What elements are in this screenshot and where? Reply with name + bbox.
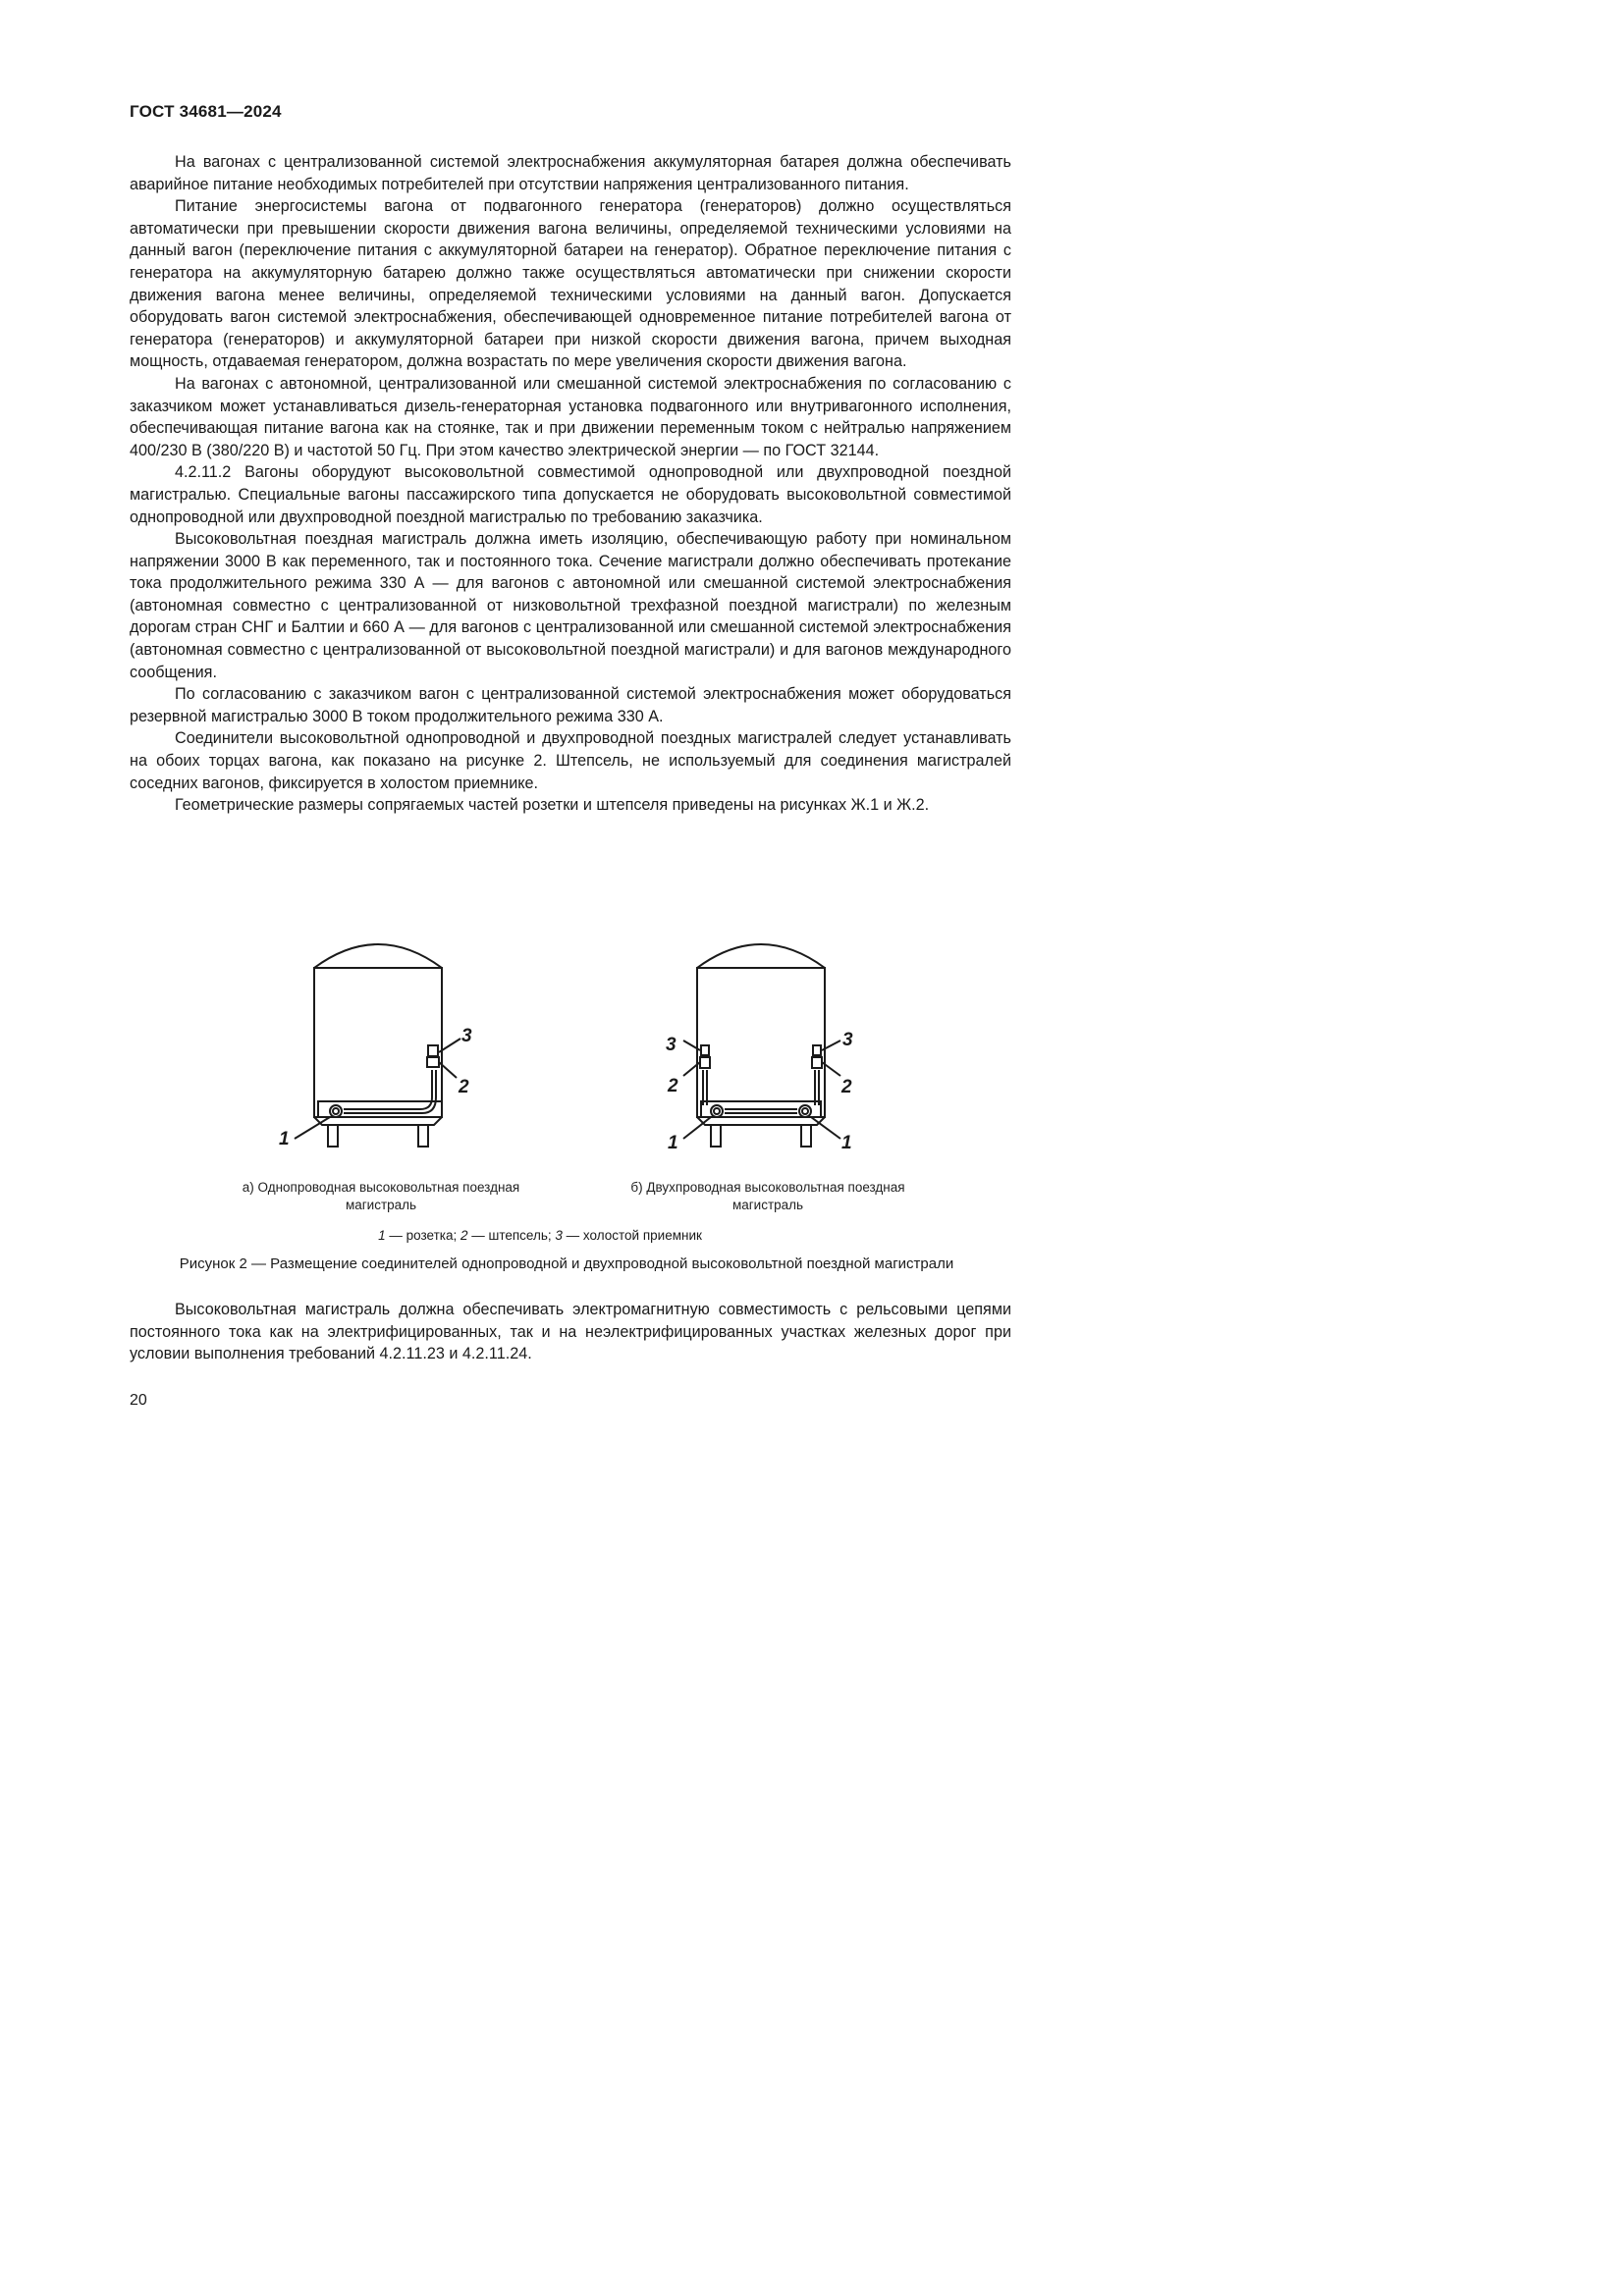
figure-a-drawing [265,933,501,1168]
legend-num-2: 2 [460,1228,468,1243]
cable-riser-left [703,1070,707,1105]
callout-2-right: 2 [841,1077,852,1097]
car-body [314,968,442,1117]
car-roof [697,944,825,968]
callout-1: 1 [279,1129,290,1149]
callout-2-left: 2 [668,1076,678,1096]
paragraph: Соединители высоковольтной однопроводной и двухпроводной поездных магистралей следует устанавливать на обоих торцах вагона, как показано на рисунке 2. Штепсель, не используемый для соединения магистралей соседних вагонов, фиксируется в холостом приемнике. [130,729,1011,792]
callout-3: 3 [461,1026,472,1046]
caption-b-line1: б) Двухпроводная высоковольтная поездная [630,1180,905,1195]
paragraph: Высоковольтная магистраль должна обеспечивать электромагнитную совместимость с рельсовыми цепями постоянного тока как на электрифицированных, так и на неэлектрифицированных участках железных дорог при условии выполнения требований 4.2.11.23 и 4.2.11.24. [130,1301,1011,1363]
cable-line [344,1070,432,1109]
figure-title: Рисунок 2 — Размещение соединителей однопроводной и двухпроводной высоковольтной поездной магистрали [179,1255,954,1272]
caption-a-line1: а) Однопроводная высоковольтная поездная [242,1180,520,1195]
bogie-frame [697,1117,825,1125]
paragraph: На вагонах с централизованной системой электроснабжения аккумуляторная батарея должна обеспечивать аварийное питание необходимых потребителей при отсутствии напряжения централизованного питания. [130,153,1011,193]
legend-text-2: — штепсель; [467,1228,556,1243]
page-number: 20 [130,1392,147,1409]
cable-line [725,1109,797,1113]
car-body [697,968,825,1117]
callout-2: 2 [459,1077,469,1097]
bogie-frame [314,1117,442,1125]
legend-text-1: — розетка; [385,1228,460,1243]
legend-num-1: 1 [378,1228,386,1243]
paragraph: По согласованию с заказчиком вагон с централизованной системой электроснабжения может оборудоваться резервной магистралью 3000 В током продолжительного режима 330 А. [130,685,1011,725]
paragraph: 4.2.11.2 Вагоны оборудуют высоковольтной совместимой однопроводной или двухпроводной поездной магистралью. Специальные вагоны пассажирского типа допускается не оборудовать высоковольтной совместимой однопроводной или двухпроводной поездной магистралью по требованию заказчика. [130,463,1011,526]
receiver-rect [428,1045,438,1056]
paragraph: На вагонах с автономной, централизованной или смешанной системой электроснабжения по согласованию с заказчиком может устанавливаться дизель-генераторная установка подвагонного или внутривагонного исполнения, обеспечивающая питание вагона как на стоянке, так и при движении переменным током с нейтралью напряжением 400/230 В (380/220 В) и частотой 50 Гц. При этом качество электрической энергии — по ГОСТ 32144. [130,374,1011,459]
legend-text-3: — холостой приемник [562,1228,702,1243]
cable-line [344,1070,436,1113]
body-text [130,151,1011,817]
receiver-rect-right [813,1045,821,1055]
caption-a [224,1179,538,1214]
socket-circle [330,1105,342,1117]
cable-riser-right [815,1070,819,1105]
callout-1-right: 1 [841,1133,852,1153]
figure-legend [0,1228,1080,1243]
car-legs [711,1125,811,1147]
plug-rect-right [812,1057,822,1068]
legend-num-3: 3 [555,1228,563,1243]
socket-circle-left [711,1105,723,1117]
caption-b-line2: магистраль [731,1198,804,1212]
leader-1-right [811,1117,840,1139]
receiver-rect-left [701,1045,709,1055]
caption-a-line2: магистраль [345,1198,417,1212]
callout-1-left: 1 [668,1133,678,1153]
socket-circle-right [799,1105,811,1117]
paragraph: Питание энергосистемы вагона от подвагонного генератора (генераторов) должно осуществляться автоматически при превышении скорости движения вагона величины, определяемой техническими условиями на данный вагон (переключение питания с аккумуляторной батареи на генератор). Обратное переключение питания с генератора на аккумуляторную батарею должно также осуществляться автоматически при снижении скорости движения вагона менее величины, определяемой техническими условиями на данный вагон. Допускается оборудовать вагон системой электроснабжения, обеспечивающей одновременное питание потребителей вагона от генератора (генераторов) и аккумуляторной батареи при низкой скорости движения вагона, причем выходная мощность, отдаваемая генератором, должна возрастать по мере увеличения скорости движения вагона. [130,197,1011,371]
callout-3-left: 3 [666,1035,677,1055]
paragraph: Геометрические размеры сопрягаемых частей розетки и штепселя приведены на рисунках Ж.1 и Ж.2. [175,796,930,815]
leader-1-left [683,1117,711,1139]
car-legs [328,1125,428,1147]
car-roof [314,944,442,968]
socket-inner [714,1108,720,1114]
document-header: ГОСТ 34681—2024 [130,102,282,121]
body-text-after-figure [130,1299,1011,1365]
socket-inner [802,1108,808,1114]
socket-inner [333,1108,339,1114]
callout-3-right: 3 [842,1030,853,1050]
figure-b-drawing [638,933,893,1168]
caption-b [611,1179,925,1214]
plug-rect-left [700,1057,710,1068]
leader-1 [295,1117,330,1139]
plug-rect [427,1057,439,1067]
paragraph: Высоковольтная поездная магистраль должна иметь изоляцию, обеспечивающую работу при номинальном напряжении 3000 В как переменного, так и постоянного тока. Сечение магистрали должно обеспечивать протекание тока продолжительного режима 330 А — для вагонов с автономной или смешанной системой электроснабжения (автономная совместно с централизованной от низковольтной трехфазной поездной магистрали) по железным дорогам стран СНГ и Балтии и 660 А — для вагонов с централизованной или смешанной системой электроснабжения (автономная совместно с централизованной от высоковольтной поездной магистрали) и для вагонов международного сообщения. [130,530,1011,681]
